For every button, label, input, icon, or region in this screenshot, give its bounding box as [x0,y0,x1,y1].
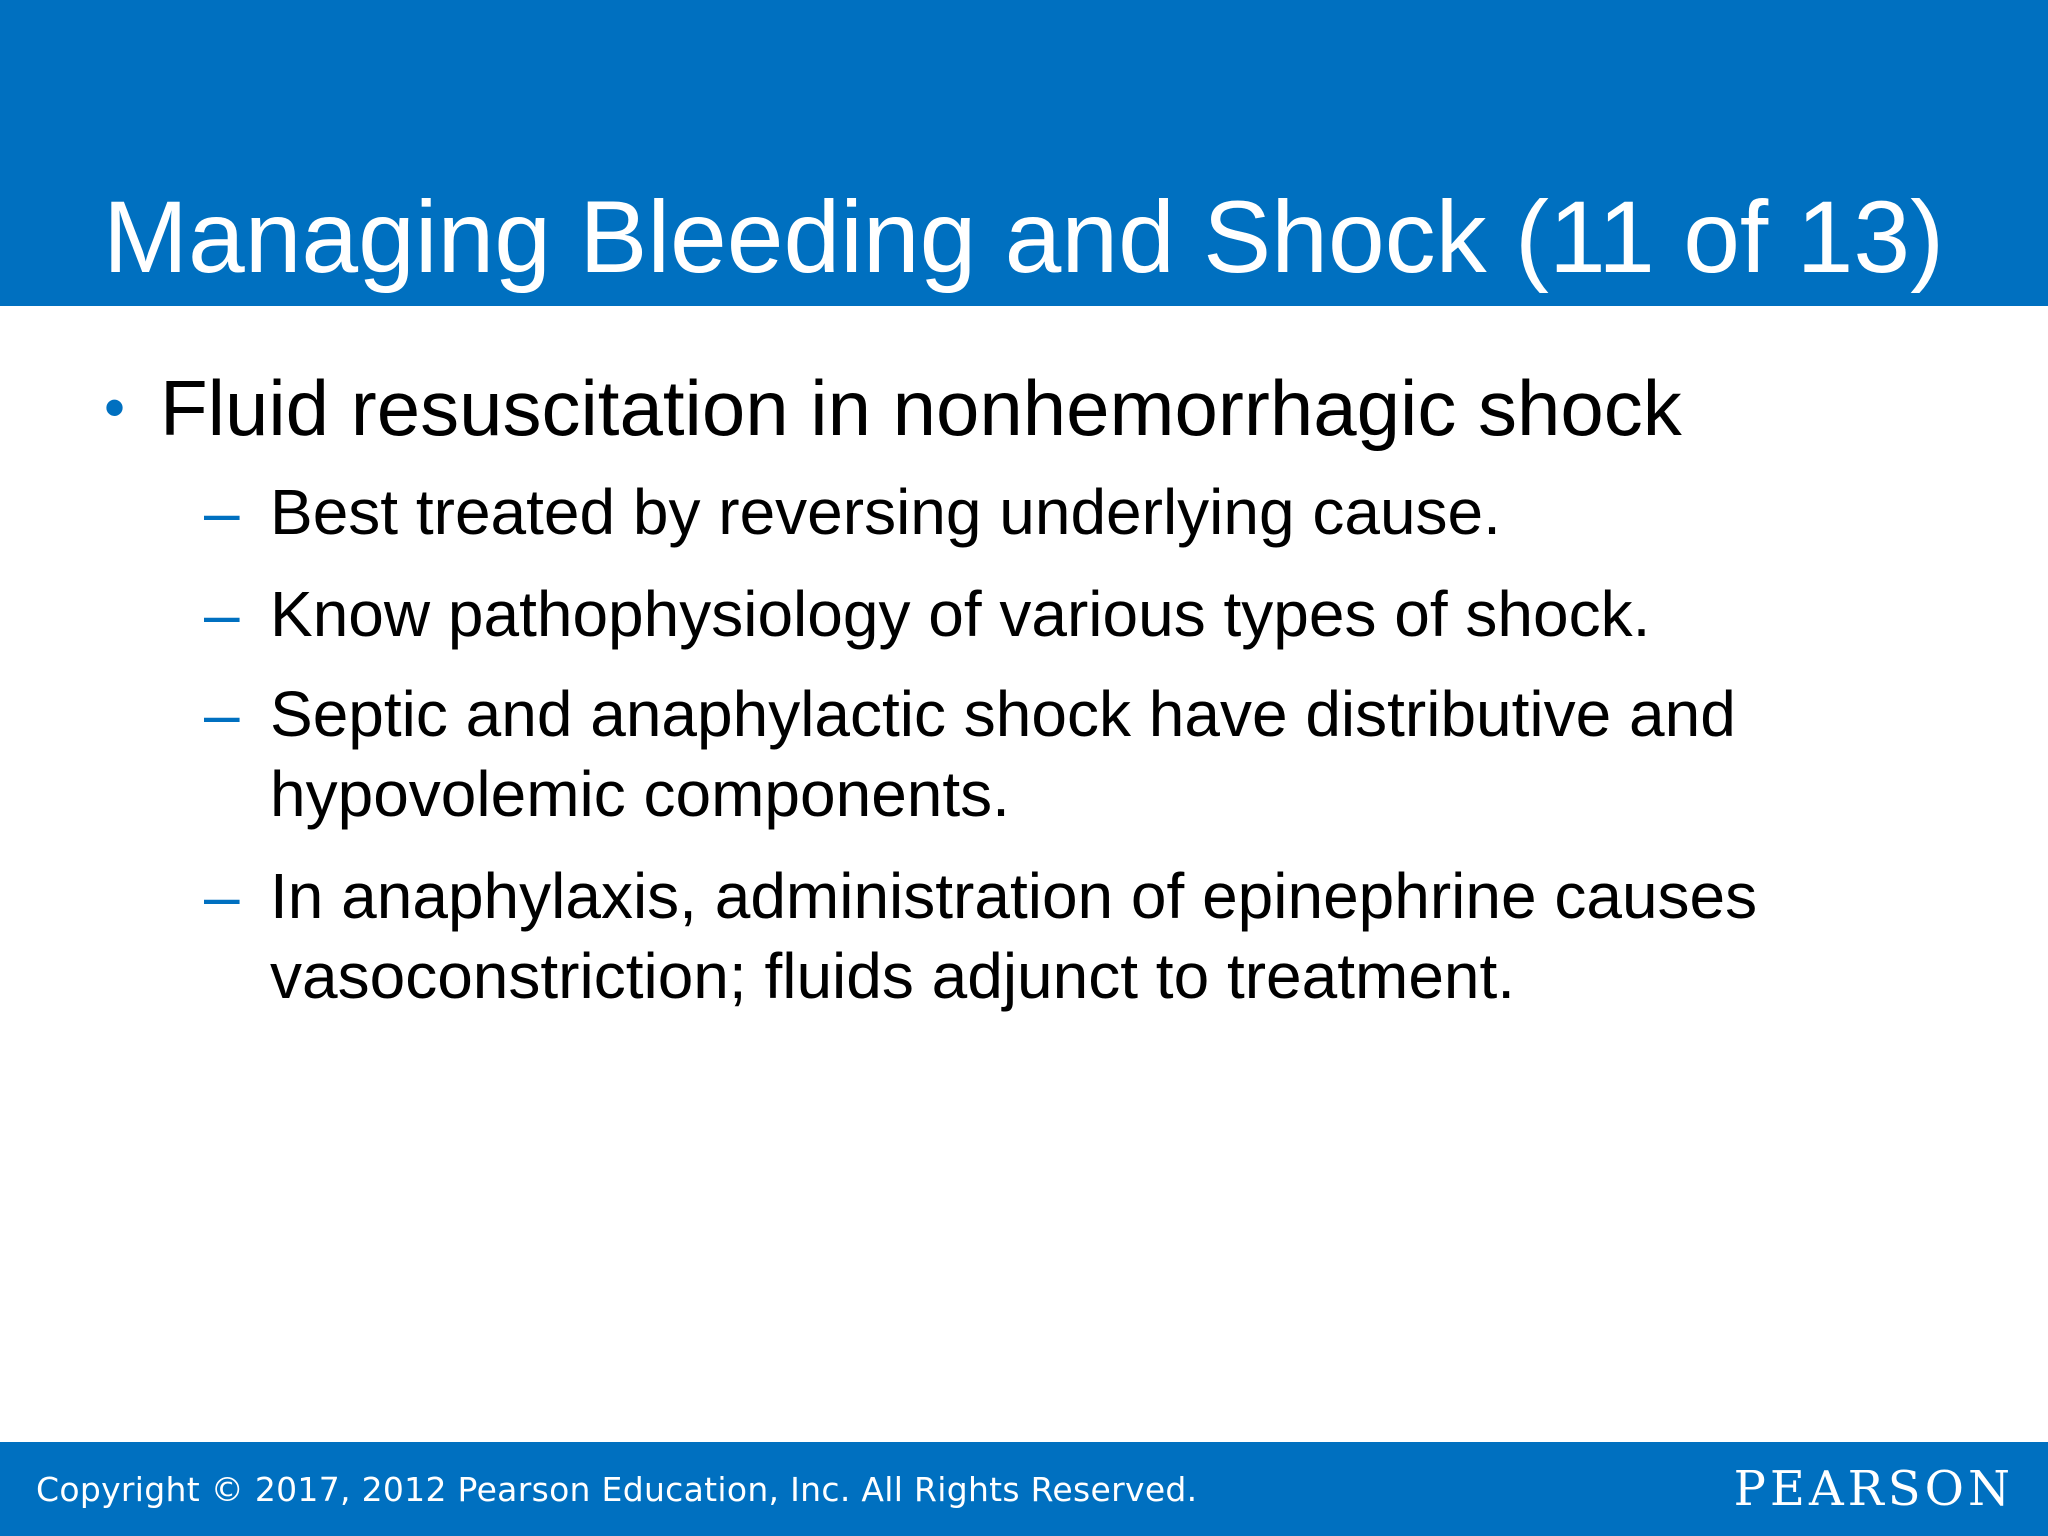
sub-bullet-text: Know pathophysiology of various types of shock. [270,578,1651,650]
sub-bullet-text: Septic and anaphylactic shock have distributive and hypovolemic components. [270,678,1736,830]
bullet-text: Fluid resuscitation in nonhemorrhagic shock [160,364,1682,452]
slide-title: Managing Bleeding and Shock (11 of 13) [103,180,1945,294]
dash-icon: – [204,578,240,650]
dash-icon: – [204,860,240,932]
copyright-notice: Copyright © 2017, 2012 Pearson Education, Inc. All Rights Reserved. [36,1470,1198,1509]
bullet-dot-icon: • [104,374,126,441]
footer-bar [0,1442,2048,1536]
dash-icon: – [204,678,240,750]
pearson-logo: PEARSON [1733,1461,2014,1517]
sub-bullet-text: Best treated by reversing underlying cause. [270,476,1501,548]
dash-icon: – [204,476,240,548]
sub-bullet-text: In anaphylaxis, administration of epinephrine causes vasoconstriction; fluids adjunct to treatment. [270,860,1758,1012]
